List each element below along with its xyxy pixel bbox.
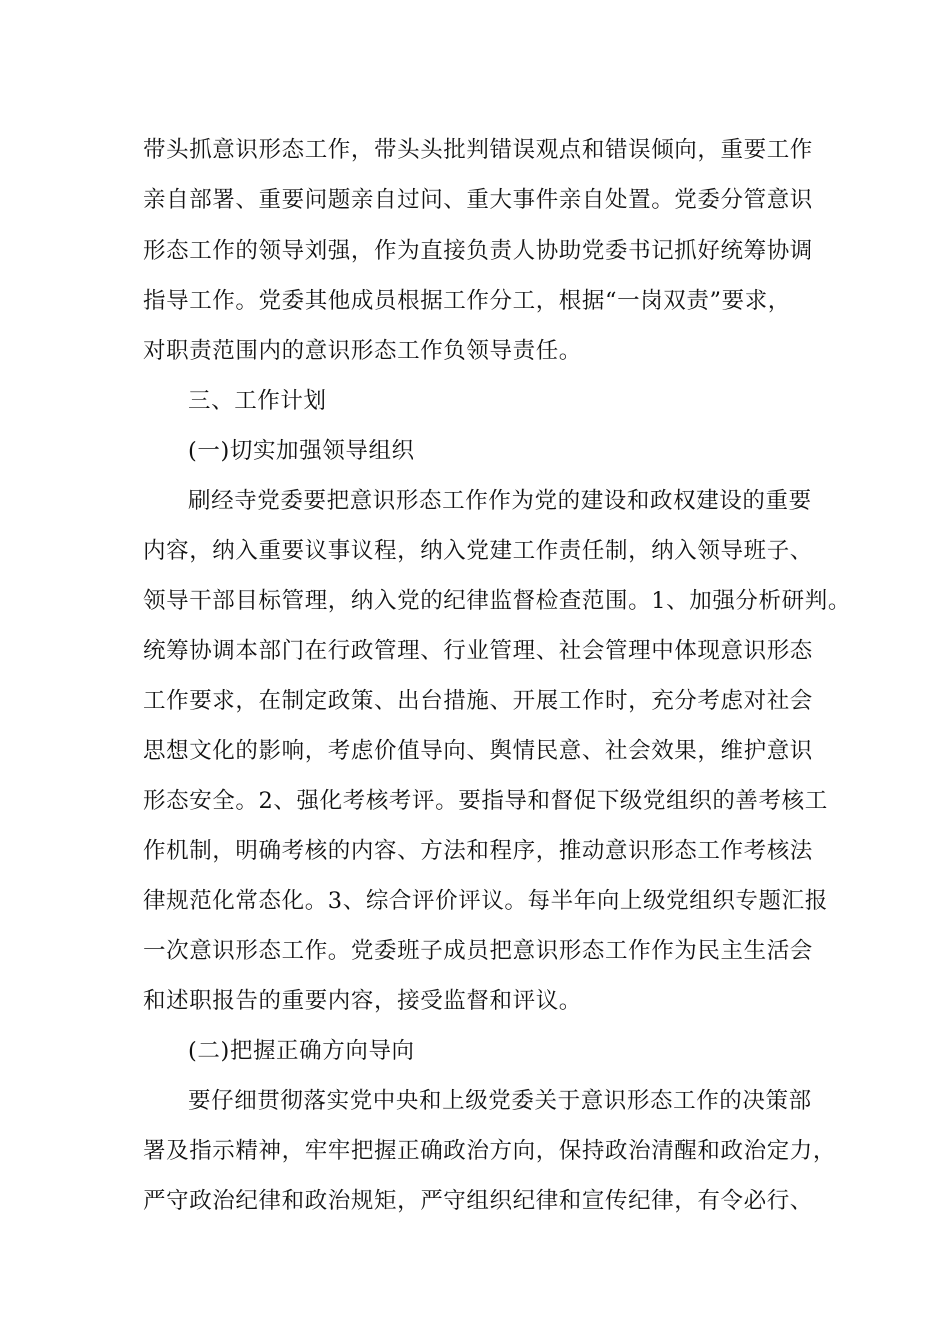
body-text-line: 刷经寺党委要把意识形态工作作为党的建设和政权建设的重要: [188, 488, 812, 514]
subsection-heading: (一)切实加强领导组织: [188, 438, 415, 464]
body-text-line: 署及指示精神，牢牢把握正确政治方向，保持政治清醒和政治定力，: [143, 1138, 837, 1164]
body-text-line: 带头抓意识形态工作，带头头批判错误观点和错误倾向，重要工作: [143, 137, 813, 163]
subsection-heading: (二)把握正确方向导向: [188, 1038, 415, 1064]
body-text-line: 一次意识形态工作。党委班子成员把意识形态工作作为民主生活会: [143, 938, 813, 964]
body-text-line: 亲自部署、重要问题亲自过问、重大事件亲自处置。党委分管意识: [143, 187, 813, 213]
body-text-line: 统筹协调本部门在行政管理、行业管理、社会管理中体现意识形态: [143, 638, 813, 664]
body-text-line: 形态安全。2、强化考核考评。要指导和督促下级党组织的善考核工: [143, 788, 828, 814]
body-text-line: 严守政治纪律和政治规矩，严守组织纪律和宣传纪律，有令必行、: [143, 1188, 813, 1214]
body-text-line: 作机制，明确考核的内容、方法和程序，推动意识形态工作考核法: [143, 838, 813, 864]
body-text-line: 内容，纳入重要议事议程，纳入党建工作责任制，纳入领导班子、: [143, 538, 813, 564]
body-text-line: 律规范化常态化。3、综合评价评议。每半年向上级党组织专题汇报: [143, 888, 828, 914]
body-text-line: 工作要求，在制定政策、出台措施、开展工作时，充分考虑对社会: [143, 688, 813, 714]
body-text-line: 对职责范围内的意识形态工作负领导责任。: [143, 338, 582, 364]
body-text-line: 指导工作。党委其他成员根据工作分工，根据“一岗双责”要求，: [143, 288, 791, 314]
section-heading: 三、工作计划: [188, 388, 327, 414]
body-text-line: 思想文化的影响，考虑价值导向、舆情民意、社会效果，维护意识: [143, 738, 813, 764]
body-text-line: 领导干部目标管理，纳入党的纪律监督检查范围。1、加强分析研判。: [143, 588, 851, 614]
body-text-line: 和述职报告的重要内容，接受监督和评议。: [143, 988, 582, 1014]
body-text-line: 形态工作的领导刘强，作为直接负责人协助党委书记抓好统筹协调: [143, 238, 813, 264]
body-text-line: 要仔细贯彻落实党中央和上级党委关于意识形态工作的决策部: [188, 1088, 812, 1114]
